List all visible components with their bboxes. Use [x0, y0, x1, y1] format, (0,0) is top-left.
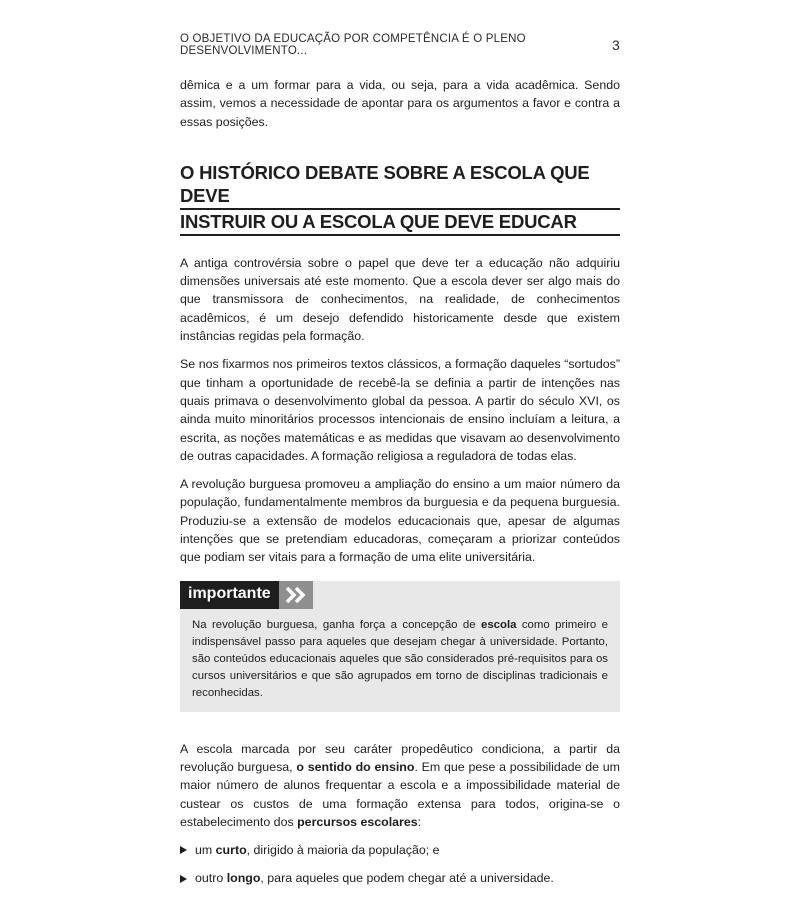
section-heading-line-1: O HISTÓRICO DEBATE SOBRE A ESCOLA QUE DEVE — [180, 161, 620, 210]
page-body — [180, 76, 620, 898]
important-text-bold: escola — [480, 618, 517, 631]
important-text-end: como primeiro e indispensável passo para aqueles que desejam chegar à universidade. Portanto, são conteúdos educacionais aqueles que são considerados pré-requisitos para os cursos universitários e que são agrupados em torno de disciplinas tradicionais e reconhecidas. — [192, 618, 609, 699]
bullet-text-start: outro — [195, 871, 227, 886]
body-paragraph-3: A revolução burguesa promoveu a ampliação do ensino a um maior número da população, fundamentalmente membros da burguesia e da pequena burguesia. Produziu-se a extensão de modelos educacionais que, apesar de algumas intenções que se pretendiam educadoras, começaram a priorizar conteúdos que podiam ser vitais para a formação de uma elite universitária. — [180, 477, 620, 565]
bullet-text-bold: longo — [226, 871, 261, 886]
important-box — [180, 581, 620, 712]
bullet-triangle-icon — [180, 875, 187, 883]
bullet-list — [180, 841, 620, 888]
body-paragraph-1: A antiga controvérsia sobre o papel que deve ter a educação não adquiriu dimensões universais até este momento. Que a escola dever ser algo mais do que transmissora de conhecimentos, na realidade, de conhecimentos acadêmicos, é um desejo defendido historicamente desde que existem instâncias regidas pela formação. — [180, 255, 620, 344]
section-heading — [180, 161, 620, 236]
closing-bold-1: o sentido do ensino — [296, 759, 415, 774]
bullet-text-end: , dirigido à maioria da população; e — [246, 843, 440, 858]
closing-bold-2: percursos escolares — [297, 814, 418, 829]
closing-text-3: : — [417, 814, 422, 829]
bullet-text-start: um — [195, 843, 216, 858]
section-heading-line-2: INSTRUIR OU A ESCOLA QUE DEVE EDUCAR — [180, 210, 620, 236]
running-title: O OBJETIVO DA EDUCAÇÃO POR COMPETÊNCIA É O PLENO DESENVOLVIMENTO... — [180, 33, 526, 57]
list-item — [180, 841, 620, 859]
closing-paragraph — [180, 740, 620, 831]
closing-text-1: A escola marcada por seu caráter propedêutico condiciona, a partir da revolução burguesa, — [180, 741, 620, 774]
bullet-triangle-icon — [180, 846, 187, 854]
list-item — [180, 869, 620, 887]
page-number: 3 — [612, 37, 620, 53]
running-header — [180, 33, 620, 57]
important-header — [180, 581, 620, 609]
important-text — [180, 609, 620, 702]
body-paragraph-2: Se nos fixarmos nos primeiros textos clássicos, a formação daqueles “sortudos” que tinham a oportunidade de recebê-la se definia a partir de intenções nas quais primava o desenvolvimento global da pessoa. A partir do século XVI, os ainda muito minoritários processos intencionais de ensino incluíam a leitura, a escrita, as noções matemáticas e as medidas que visavam ao desenvolvimento de outras capacidades. A formação religiosa a reguladora de todas elas. — [180, 357, 620, 463]
important-text-start: Na revolução burguesa, ganha força a concepção de — [192, 618, 481, 631]
bullet-text-bold: curto — [215, 843, 247, 858]
bullet-text-end: , para aqueles que podem chegar até a universidade. — [260, 871, 554, 886]
intro-paragraph: dêmica e a um formar para a vida, ou seja, para a vida acadêmica. Sendo assim, vemos a necessidade de apontar para os argumentos a favor e contra a essas posições. — [180, 78, 620, 129]
important-label: importante — [180, 581, 279, 609]
double-chevron-right-icon — [279, 581, 313, 609]
closing-text-2: . Em que pese a possibilidade de um maior número de alunos frequentar a escola e a impossibilidade material de custear os custos de uma formação extensa para todos, origina-se o estabelecimento dos — [180, 759, 620, 829]
